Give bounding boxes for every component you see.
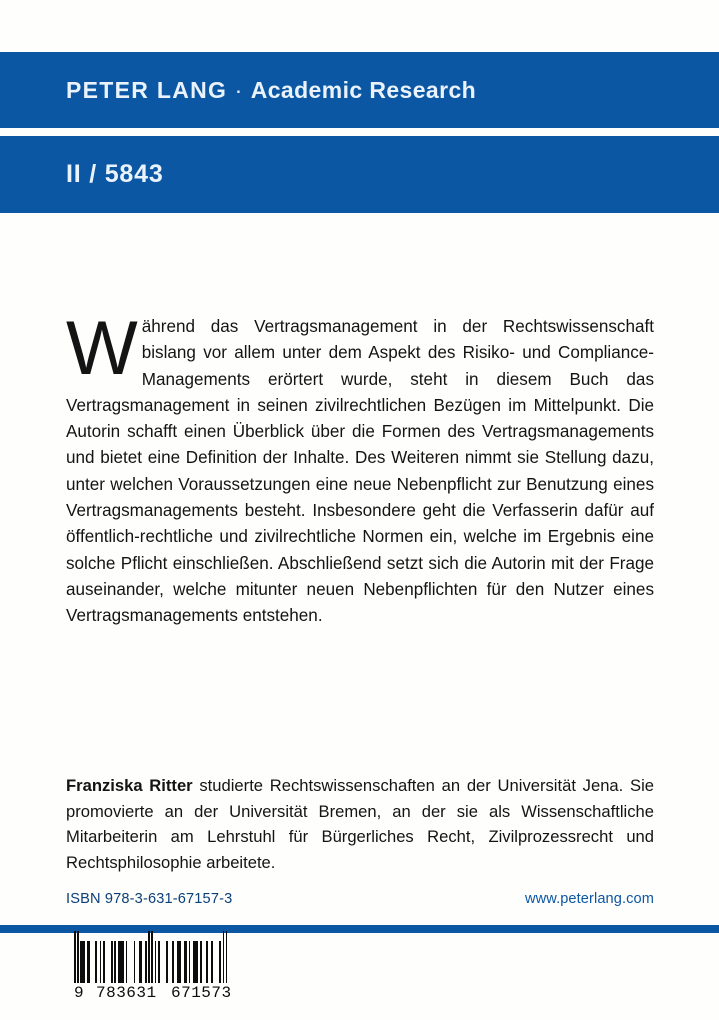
publisher-band-text [0, 77, 476, 104]
isbn-barcode [74, 941, 232, 1002]
series-number: II / 5843 [66, 160, 164, 188]
author-name: Franziska Ritter [66, 776, 193, 795]
barcode-bars [74, 941, 227, 983]
author-bio-text: studierte Rechtswissenschaften an der Universität Jena. Sie promovierte an der Universität Bremen, an der sie als Wissenschaftliche Mitarbeiterin am Lehrstuhl für Bürgerliches Recht, Zivilprozessrecht und Rechtsphilosophie arbeitete. [66, 776, 654, 872]
series-band [0, 136, 719, 213]
blurb-dropcap: W [66, 306, 138, 391]
bottom-rule-divider [0, 925, 719, 933]
publisher-separator: · [227, 76, 251, 103]
blurb-body: ährend das Vertragsmanagement in der Rechtswissenschaft bislang vor allem unter dem Aspekt des Risiko- und Compliance-Managements erörtert wurde, steht in diesem Buch das Vertragsmanagement in seinen zivilrechtlichen Bezügen im Mittelpunkt. Die Autorin schafft einen Überblick über die Formen des Vertragsmanagements und bietet eine Definition der Inhalte. Des Weiteren nimmt sie Stellung dazu, unter welchen Voraussetzungen eine neue Nebenpflicht zur Benutzung eines Vertragsmanagements besteht. Insbesondere geht die Verfasserin dafür auf öffentlich-rechtliche und zivilrechtliche Normen ein, welche im Ergebnis eine solche Pflicht einschließen. Abschließend setzt sich die Autorin mit der Frage auseinander, welche mitunter neuen Nebenpflichten für den Nutzer eines Vertragsmanagements entstehen. [66, 317, 654, 626]
barcode-left-group: 783631 [96, 984, 157, 1002]
barcode-lead-digit: 9 [74, 984, 85, 1002]
blurb-paragraph [66, 306, 654, 630]
isbn-text: ISBN 978-3-631-67157-3 [66, 891, 233, 907]
barcode-digits [74, 984, 232, 1002]
author-bio [66, 773, 654, 875]
publisher-band [0, 52, 719, 128]
series-band-text [0, 160, 164, 189]
publisher-name: PETER LANG [66, 76, 228, 103]
publisher-website-link[interactable]: www.peterlang.com [524, 891, 654, 907]
imprint-row [66, 891, 654, 907]
publisher-tagline: Academic Research [250, 76, 477, 103]
barcode-right-group: 671573 [171, 984, 232, 1002]
